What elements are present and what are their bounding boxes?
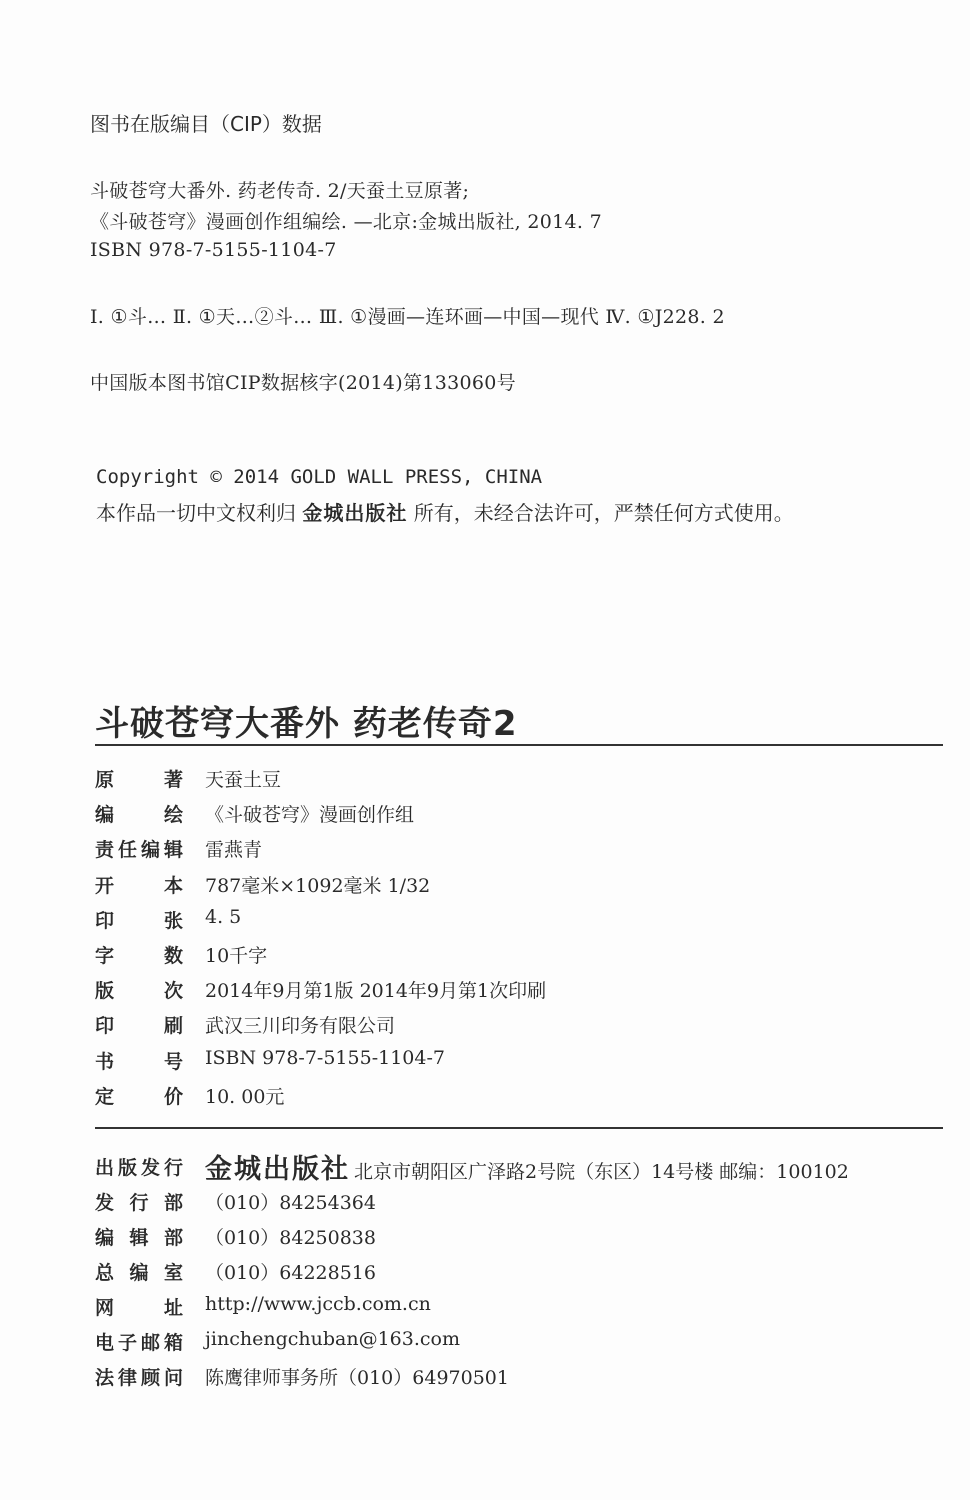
cip-line-2: 《斗破苍穹》漫画创作组编绘. —北京:金城出版社, 2014. 7 xyxy=(90,211,602,233)
cip-line-3: ISBN 978-7-5155-1104-7 xyxy=(90,239,337,261)
contact-row-label: 电 子 邮 箱 xyxy=(95,1332,183,1354)
contact-row-label: 发 行 部 xyxy=(95,1192,183,1214)
cip-record-number: 中国版本图书馆CIP数据核字(2014)第133060号 xyxy=(90,372,516,394)
detail-row-label: 印 张 xyxy=(95,909,183,932)
book-title: 斗破苍穹大番外 药老传奇2 xyxy=(95,704,518,744)
detail-row-label: 责 任 编 辑 xyxy=(95,839,183,862)
detail-row-label: 定 价 xyxy=(95,1085,183,1108)
contact-row-label: 网 址 xyxy=(95,1297,183,1319)
cip-line-1: 斗破苍穹大番外. 药老传奇. 2/天蚕土豆原著; xyxy=(90,180,470,202)
detail-row-label: 书 号 xyxy=(95,1050,183,1073)
cip-classification: Ⅰ. ①斗… Ⅱ. ①天…②斗… Ⅲ. ①漫画—连环画—中国—现代 Ⅳ. ①J228. 2 xyxy=(90,306,725,328)
contact-row-value: 陈鹰律师事务所（010）64970501 xyxy=(205,1367,509,1389)
rights-text-pre: 本作品一切中文权利归 xyxy=(96,501,296,525)
publisher-value xyxy=(205,1147,849,1186)
detail-row-value: 10千字 xyxy=(205,945,268,967)
contact-row-label: 总 编 室 xyxy=(95,1262,183,1284)
contact-row-value: （010）84250838 xyxy=(205,1227,376,1249)
detail-row-value: 787毫米×1092毫米 1/32 xyxy=(205,874,431,897)
copyright-line: Copyright © 2014 GOLD WALL PRESS, CHINA xyxy=(96,466,543,488)
divider-bottom xyxy=(95,1127,943,1129)
publisher-address: 北京市朝阳区广泽路2号院（东区）14号楼 邮编：100102 xyxy=(354,1161,849,1183)
detail-row-label: 印 刷 xyxy=(95,1015,183,1038)
contact-row-label: 编 辑 部 xyxy=(95,1227,183,1249)
contact-row-value: http://www.jccb.com.cn xyxy=(205,1293,431,1315)
detail-row-value: 2014年9月第1版 2014年9月第1次印刷 xyxy=(205,980,547,1003)
cip-heading: 图书在版编目（CIP）数据 xyxy=(90,112,322,136)
contact-row-value: （010）64228516 xyxy=(205,1262,376,1284)
divider-top xyxy=(95,744,943,746)
detail-row-label: 版 次 xyxy=(95,980,183,1003)
rights-text-post: 所有，未经合法许可，严禁任何方式使用。 xyxy=(413,501,794,525)
detail-row-label: 字 数 xyxy=(95,945,183,967)
publisher-label: 出 版 发 行 xyxy=(95,1157,183,1179)
rights-statement xyxy=(96,497,794,526)
publisher-logo: 金城出版社 xyxy=(205,1154,350,1185)
detail-row-value: 4. 5 xyxy=(205,905,242,928)
detail-row-label: 开 本 xyxy=(95,874,183,897)
detail-row-value: 10. 00元 xyxy=(205,1085,285,1108)
detail-row-value: 《斗破苍穹》漫画创作组 xyxy=(205,804,415,827)
detail-row-value: 雷燕青 xyxy=(205,839,263,862)
detail-row-value: 天蚕土豆 xyxy=(205,769,282,791)
contact-row-value: jinchengchuban@163.com xyxy=(205,1328,460,1350)
detail-row-value: 武汉三川印务有限公司 xyxy=(205,1015,396,1038)
detail-row-label: 编 绘 xyxy=(95,804,183,827)
contact-row-label: 法 律 顾 问 xyxy=(95,1367,183,1389)
publisher-logo-inline: 金城出版社 xyxy=(302,501,408,525)
detail-row-label: 原 著 xyxy=(95,769,183,791)
detail-row-value: ISBN 978-7-5155-1104-7 xyxy=(205,1046,445,1069)
contact-row-value: （010）84254364 xyxy=(205,1192,376,1214)
